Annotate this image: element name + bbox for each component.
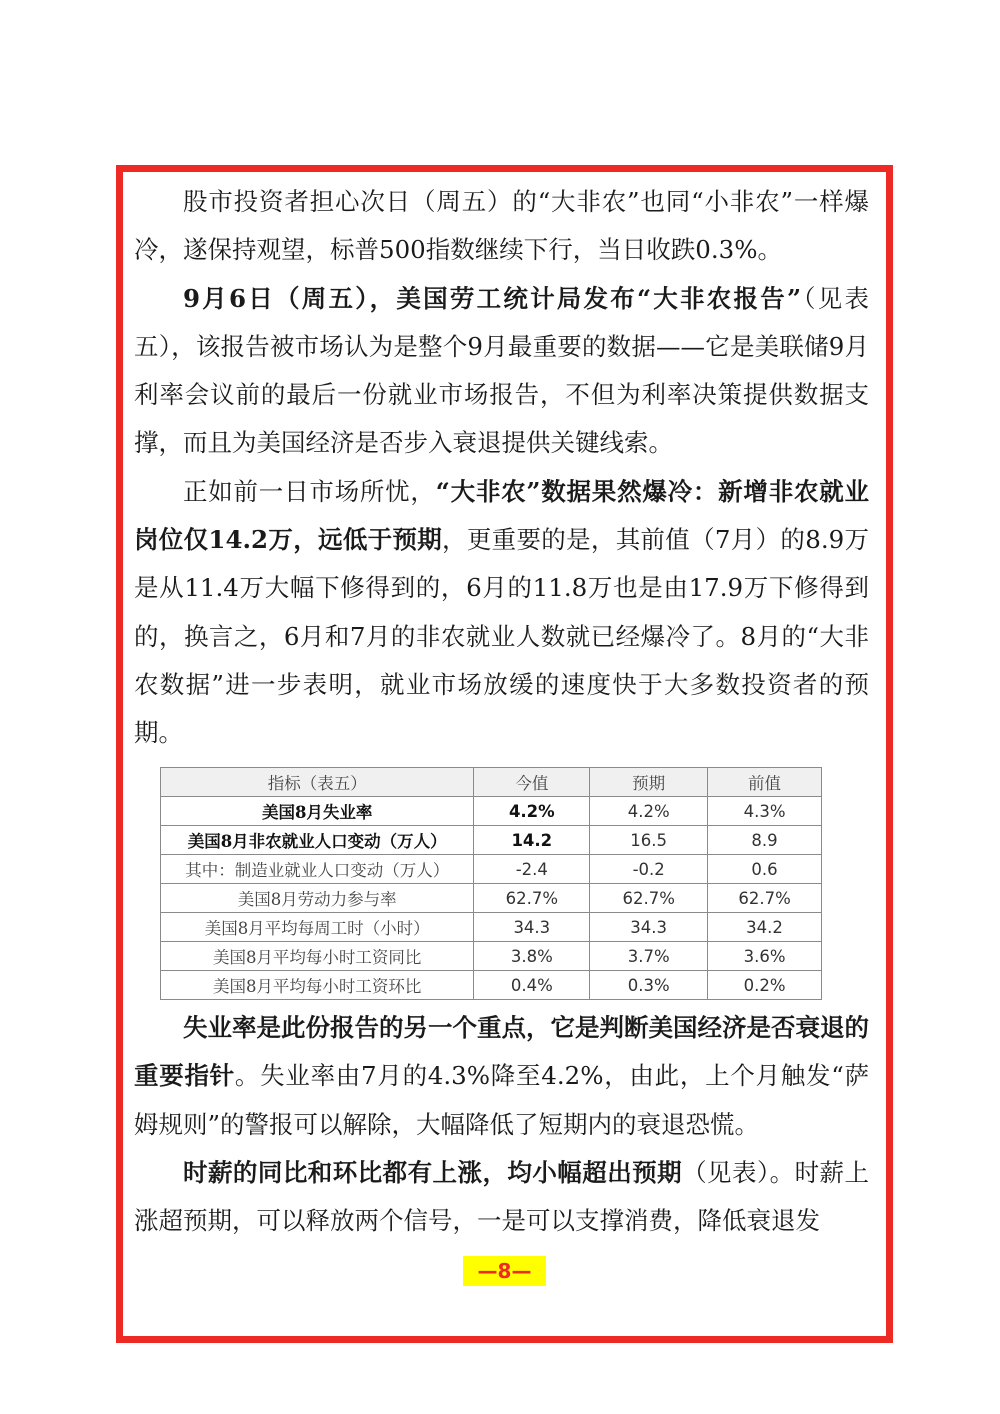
p4-bold: 失业率是此份报告的另一个重点，它是判断美国经济是否衰退的重要指针	[134, 1013, 869, 1091]
p3-bold: “大非农”数据果然爆冷：新增非农就业岗位仅14.2万，远低于预期	[134, 476, 870, 555]
header-indicator: 指标（表五）	[161, 768, 474, 797]
table-row	[161, 884, 822, 913]
row-current: 62.7%	[474, 884, 590, 913]
p4-rest: 。失业率由7月的4.3%降至4.2%，由此，上个月触发“萨姆规则”的警报可以解除，大幅降低了短期内的衰退恐慌。	[134, 1061, 869, 1139]
row-label: 美国8月非农就业人口变动（万人）	[161, 826, 474, 855]
body-text-bottom	[134, 1004, 869, 1245]
paragraph-1	[134, 178, 869, 275]
paragraph-2	[134, 275, 869, 468]
row-previous: 0.6	[708, 855, 822, 884]
header-expected: 预期	[590, 768, 708, 797]
header-current: 今值	[474, 768, 590, 797]
row-expected: 34.3	[590, 913, 708, 942]
p2-rest: （见表五），该报告被市场认为是整个9月最重要的数据——它是美联储9月利率会议前的最后一份就业市场报告，不但为利率决策提供数据支撑，而且为美国经济是否步入衰退提供关键线索。	[134, 283, 870, 458]
row-expected: 16.5	[590, 826, 708, 855]
body-text-top	[134, 178, 869, 758]
row-previous: 34.2	[708, 913, 822, 942]
row-previous: 4.3%	[708, 797, 822, 826]
row-current: -2.4	[474, 855, 590, 884]
row-label: 美国8月平均每小时工资同比	[161, 942, 474, 971]
table-row	[161, 826, 822, 855]
row-expected: 62.7%	[590, 884, 708, 913]
row-expected: -0.2	[590, 855, 708, 884]
paragraph-5	[134, 1149, 869, 1246]
p2-bold: 9月6日（周五），美国劳工统计局发布“大非农报告”	[183, 283, 802, 313]
p3-pre: 正如前一日市场所忧，	[183, 476, 436, 506]
row-label: 美国8月平均每小时工资环比	[161, 971, 474, 1000]
table-row	[161, 971, 822, 1000]
paragraph-3	[134, 468, 869, 758]
p5-bold: 时薪的同比和环比都有上涨，均小幅超出预期	[183, 1157, 683, 1187]
row-expected: 4.2%	[590, 797, 708, 826]
table-row	[161, 913, 822, 942]
row-current: 3.8%	[474, 942, 590, 971]
p5-rest: （见表）。时薪上涨超预期，可以释放两个信号，一是可以支撑消费，降低衰退发	[134, 1157, 870, 1236]
table-header-row	[161, 768, 822, 797]
row-label: 其中：制造业就业人口变动（万人）	[161, 855, 474, 884]
paragraph-4	[134, 1004, 869, 1149]
row-previous: 62.7%	[708, 884, 822, 913]
row-previous: 8.9	[708, 826, 822, 855]
p3-rest: ，更重要的是，其前值（7月）的8.9万是从11.4万大幅下修得到的，6月的11.8万也是由17.9万下修得到的，换言之，6月和7月的非农就业人数就已经爆冷了。8月的“大非农数据”进一步表明，就业市场放缓的速度快于大多数投资者的预期。	[134, 525, 869, 748]
row-expected: 3.7%	[590, 942, 708, 971]
row-previous: 0.2%	[708, 971, 822, 1000]
row-label: 美国8月平均每周工时（小时）	[161, 913, 474, 942]
row-current: 14.2	[474, 826, 590, 855]
row-label: 美国8月失业率	[161, 797, 474, 826]
table-row	[161, 855, 822, 884]
page-number: —8—	[463, 1256, 546, 1286]
table-row	[161, 942, 822, 971]
row-current: 4.2%	[474, 797, 590, 826]
header-previous: 前值	[708, 768, 822, 797]
p1-text: 股市投资者担心次日（周五）的“大非农”也同“小非农”一样爆冷，遂保持观望，标普500指数继续下行，当日收跌0.3%。	[134, 187, 869, 265]
data-table-5	[160, 767, 822, 1000]
row-label: 美国8月劳动力参与率	[161, 884, 474, 913]
table-row	[161, 797, 822, 826]
row-previous: 3.6%	[708, 942, 822, 971]
row-current: 34.3	[474, 913, 590, 942]
row-expected: 0.3%	[590, 971, 708, 1000]
row-current: 0.4%	[474, 971, 590, 1000]
